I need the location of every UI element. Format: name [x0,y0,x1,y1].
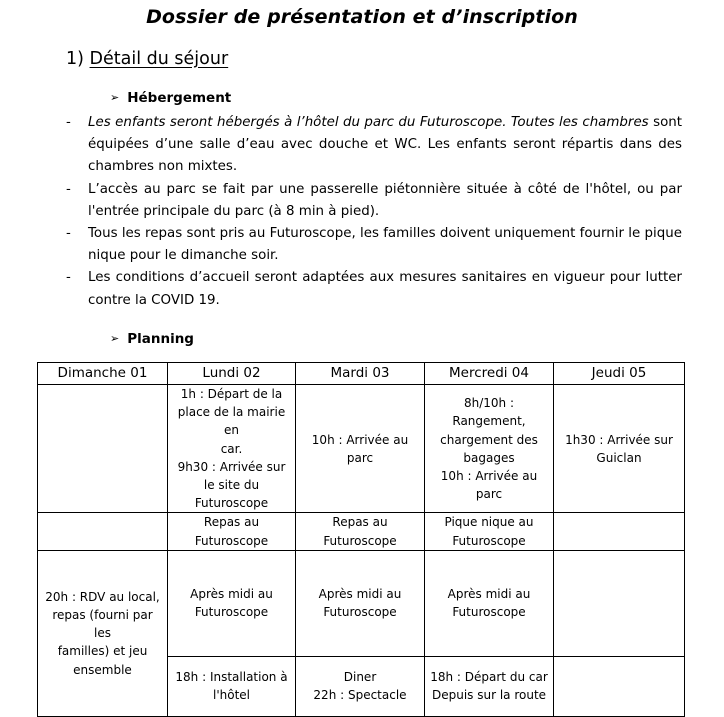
table-row [38,550,685,656]
bullet-item: - L’accès au parc se fait par une passerelle piétonnière située à côté de l'hôtel, ou par l'entrée principale du parc (à 8 min à pied). [66,181,682,219]
table-cell: Pique nique au Futuroscope [425,513,554,550]
table-cell: 20h : RDV au local, repas (fourni par les familles) et jeu ensemble [38,550,168,716]
table-cell [554,656,685,716]
subheading-label: Planning [127,331,194,347]
table-cell [38,385,168,513]
table-row [38,513,685,550]
section-number: 1) [66,49,84,69]
bullet-text: Tous les repas sont pris au Futuroscope, les familles doivent uniquement fournir le pique nique pour le dimanche soir. [88,226,682,264]
table-cell: Après midi au Futuroscope [168,550,296,656]
subheading-label: Hébergement [127,90,232,106]
column-header-mardi: Mardi 03 [296,363,425,385]
table-cell: 18h : Installation à l'hôtel [168,656,296,716]
column-header-lundi: Lundi 02 [168,363,296,385]
table-cell: Repas au Futuroscope [296,513,425,550]
bullet-item: - Tous les repas sont pris au Futuroscope, les familles doivent uniquement fournir le pique nique pour le dimanche soir. [66,226,682,264]
table-cell: 18h : Départ du car Depuis sur la route [425,656,554,716]
bullet-item: - Les enfants seront hébergés à l’hôtel du parc du Futuroscope. Toutes les chambres sont équipées d’une salle d’eau avec douche et WC. Les enfants seront répartis dans des chambres non mixtes. [66,115,682,175]
table-cell: Après midi au Futuroscope [425,550,554,656]
planning-table [37,362,685,717]
table-row [38,385,685,513]
arrow-bullet-icon: ➢ [110,91,120,104]
table-cell: Repas au Futuroscope [168,513,296,550]
table-cell: Diner 22h : Spectacle [296,656,425,716]
table-cell [554,513,685,550]
table-cell: 1h : Départ de la place de la mairie en car. 9h30 : Arrivée sur le site du Futuroscope [168,385,296,513]
bullet-text-italic: Les enfants seront hébergés à l’hôtel du parc du Futuroscope. Toutes les chambres [88,115,649,130]
section-title: Détail du séjour [89,49,229,69]
table-cell: Après midi au Futuroscope [296,550,425,656]
table-cell: 10h : Arrivée au parc [296,385,425,513]
column-header-mercredi: Mercredi 04 [425,363,554,385]
bullet-text: L’accès au parc se fait par une passerelle piétonnière située à côté de l'hôtel, ou par l'entrée principale du parc (à 8 min à pied). [88,181,682,219]
hebergement-bullet-list [64,112,682,312]
section-heading [66,49,228,69]
document-title: Dossier de présentation et d’inscription [146,6,578,28]
bullet-text: Les conditions d’accueil seront adaptées aux mesures sanitaires en vigueur pour lutter contre la COVID 19. [88,270,682,308]
bullet-item: - Les conditions d’accueil seront adaptées aux mesures sanitaires en vigueur pour lutter contre la COVID 19. [66,270,682,308]
subheading-planning [110,331,194,347]
table-cell: 1h30 : Arrivée sur Guiclan [554,385,685,513]
arrow-bullet-icon: ➢ [110,332,120,345]
subheading-hebergement [110,90,231,106]
table-header-row [38,363,685,385]
column-header-dimanche: Dimanche 01 [38,363,168,385]
table-cell: 8h/10h : Rangement, chargement des bagages 10h : Arrivée au parc [425,385,554,513]
table-cell [554,550,685,656]
bullet-text: sont équipées d’une salle d’eau avec douche et WC. Les enfants seront répartis dans des chambres non mixtes. [88,115,682,175]
column-header-jeudi: Jeudi 05 [554,363,685,385]
table-cell [38,513,168,550]
